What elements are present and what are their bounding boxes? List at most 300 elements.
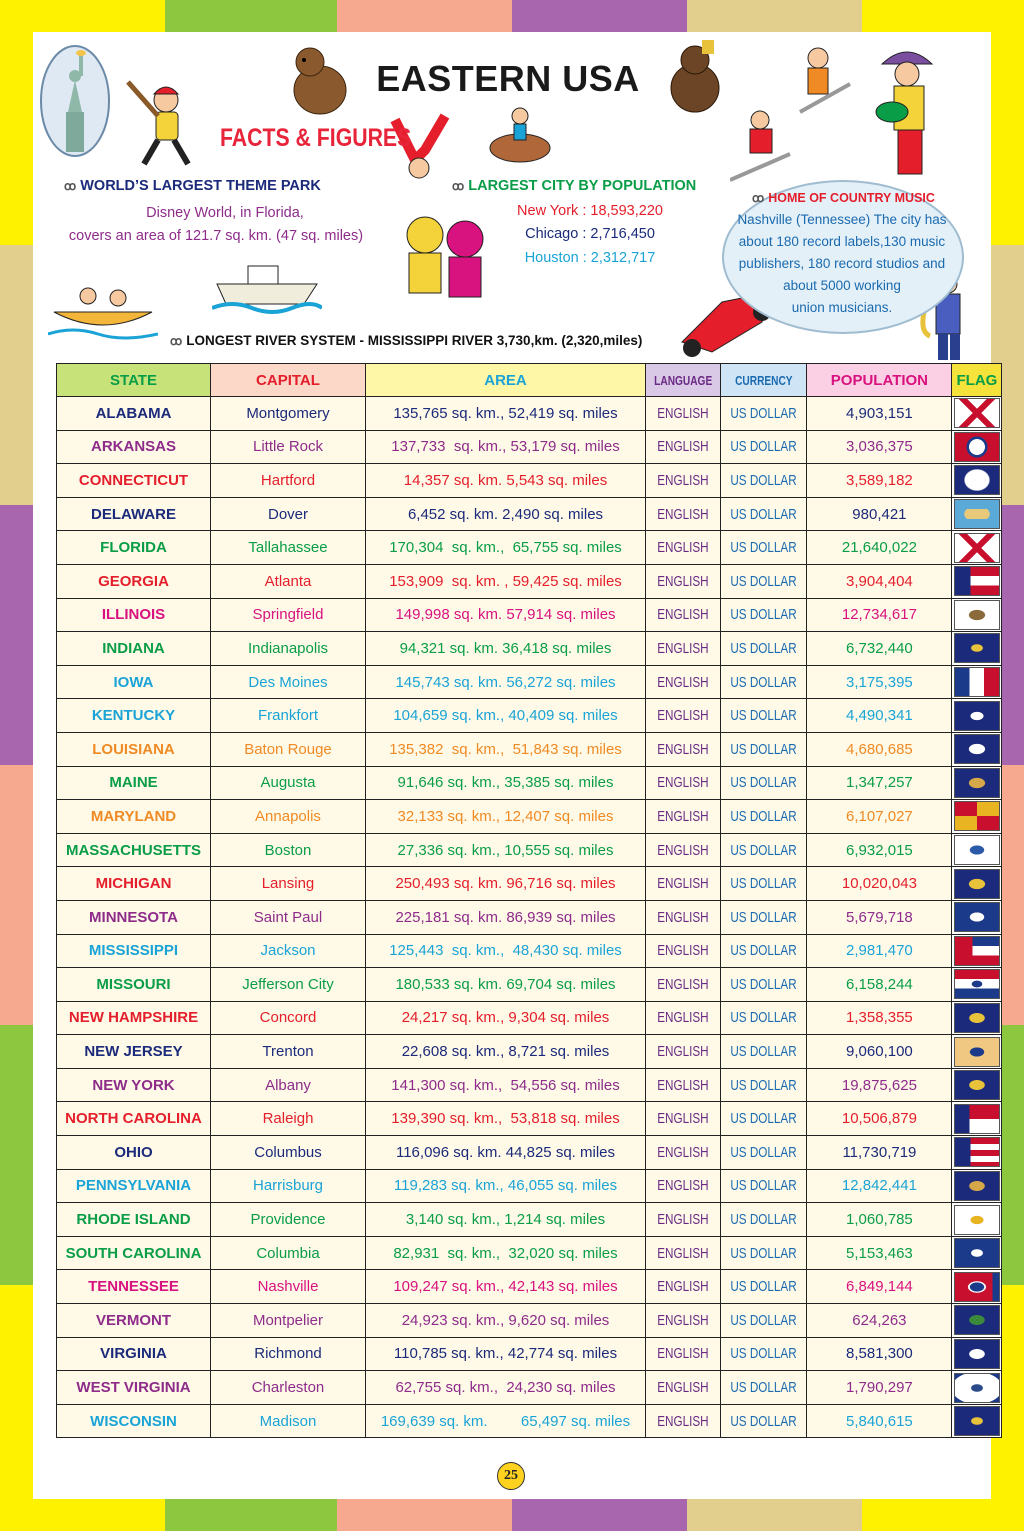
theme-park-line: Disney World, in Florida, [146,205,304,221]
state-name: ARKANSAS [57,430,211,464]
area-value: 6,452 sq. km. 2,490 sq. miles [366,497,646,531]
state-name: NEW YORK [57,1068,211,1102]
table-row [57,1203,1002,1237]
flag-cell [952,934,1002,968]
country-music-heading [752,191,935,205]
state-name: IOWA [57,665,211,699]
area-value: 110,785 sq. km., 42,774 sq. miles [366,1337,646,1371]
area-value: 170,304 sq. km., 65,755 sq. miles [366,531,646,565]
table-row [57,1035,1002,1069]
language-value: ENGLISH [657,1177,709,1195]
flag-cell [952,1001,1002,1035]
alabama-flag-icon [954,398,1000,428]
table-row [57,732,1002,766]
state-name: VERMONT [57,1304,211,1338]
population-value: 12,734,617 [807,598,952,632]
population-value: 4,903,151 [807,397,952,431]
state-name: WISCONSIN [57,1404,211,1438]
population-value: 6,732,440 [807,632,952,666]
arkansas-flag-icon [954,432,1000,462]
population-value: 10,020,043 [807,867,952,901]
currency-value: US DOLLAR [730,1244,798,1262]
population-value: 624,263 [807,1304,952,1338]
illinois-flag-icon [954,600,1000,630]
language-cell [646,397,721,431]
virginia-flag-icon [954,1339,1000,1369]
population-value: 6,849,144 [807,1270,952,1304]
currency-value: US DOLLAR [730,639,798,657]
bullet-icon: ꝏ [64,179,77,193]
area-value: 27,336 sq. km., 10,555 sq. miles [366,833,646,867]
language-value: ENGLISH [657,1345,709,1363]
minnesota-flag-icon [954,902,1000,932]
kentucky-flag-icon [954,701,1000,731]
state-name: NEW HAMPSHIRE [57,1001,211,1035]
currency-value: US DOLLAR [730,707,798,725]
baseball-player-icon [108,72,208,172]
language-value: ENGLISH [657,740,709,758]
theme-park-heading [64,178,321,194]
table-row [57,564,1002,598]
population-value: 12,842,441 [807,1169,952,1203]
table-row [57,934,1002,968]
population-value: 5,679,718 [807,900,952,934]
capital-name: Raleigh [211,1102,366,1136]
city-population: Chicago : 2,716,450 [525,226,655,242]
new-york-flag-icon [954,1070,1000,1100]
population-value: 1,790,297 [807,1371,952,1405]
table-row [57,1337,1002,1371]
capital-name: Augusta [211,766,366,800]
capital-name: Columbia [211,1236,366,1270]
flag-cell [952,900,1002,934]
language-cell [646,833,721,867]
population-value: 4,680,685 [807,732,952,766]
population-value: 6,158,244 [807,968,952,1002]
currency-value: US DOLLAR [730,1076,798,1094]
area-value: 145,743 sq. km. 56,272 sq. miles [366,665,646,699]
area-value: 14,357 sq. km. 5,543 sq. miles [366,464,646,498]
language-cell [646,968,721,1002]
population-value: 4,490,341 [807,699,952,733]
state-name: PENNSYLVANIA [57,1169,211,1203]
header-currency [721,364,807,397]
river-fact [170,333,642,348]
population-value: 980,421 [807,497,952,531]
city-population: Houston : 2,312,717 [524,250,656,266]
state-name: MASSACHUSETTS [57,833,211,867]
area-value: 169,639 sq. km. 65,497 sq. miles [366,1404,646,1438]
west-virginia-flag-icon [954,1373,1000,1403]
currency-value: US DOLLAR [730,673,798,691]
state-name: NORTH CAROLINA [57,1102,211,1136]
flag-cell [952,598,1002,632]
language-value: ENGLISH [657,673,709,691]
language-cell [646,1404,721,1438]
tennessee-flag-icon [954,1272,1000,1302]
language-value: ENGLISH [657,1244,709,1262]
currency-value: US DOLLAR [730,438,798,456]
state-name: MARYLAND [57,800,211,834]
flag-cell [952,464,1002,498]
flag-cell [952,1068,1002,1102]
language-cell [646,900,721,934]
language-value: ENGLISH [657,1009,709,1027]
currency-value: US DOLLAR [730,1043,798,1061]
capital-name: Indianapolis [211,632,366,666]
currency-value: US DOLLAR [730,1110,798,1128]
language-value: ENGLISH [657,707,709,725]
language-value: ENGLISH [657,639,709,657]
population-value: 19,875,625 [807,1068,952,1102]
currency-cell [721,1304,807,1338]
language-value: ENGLISH [657,942,709,960]
indiana-flag-icon [954,633,1000,663]
area-value: 125,443 sq. km., 48,430 sq. miles [366,934,646,968]
flag-cell [952,1337,1002,1371]
capital-name: Little Rock [211,430,366,464]
table-row [57,497,1002,531]
capital-name: Albany [211,1068,366,1102]
country-music-line: Nashville (Tennessee) The city has [737,212,947,227]
table-row [57,1102,1002,1136]
currency-value: US DOLLAR [730,471,798,489]
area-value: 225,181 sq. km. 86,939 sq. miles [366,900,646,934]
language-value: ENGLISH [657,841,709,859]
flag-cell [952,665,1002,699]
population-value: 2,981,470 [807,934,952,968]
state-name: NEW JERSEY [57,1035,211,1069]
population-value: 3,589,182 [807,464,952,498]
football-players-icon [385,205,505,315]
capital-name: Springfield [211,598,366,632]
area-value: 104,659 sq. km., 40,409 sq. miles [366,699,646,733]
flag-cell [952,766,1002,800]
capital-name: Des Moines [211,665,366,699]
currency-value: US DOLLAR [730,1009,798,1027]
capital-name: Jefferson City [211,968,366,1002]
state-name: MINNESOTA [57,900,211,934]
largest-city-heading [452,178,696,194]
population-value: 9,060,100 [807,1035,952,1069]
language-value: ENGLISH [657,975,709,993]
currency-value: US DOLLAR [730,1311,798,1329]
population-value: 1,358,355 [807,1001,952,1035]
currency-value: US DOLLAR [730,1211,798,1229]
area-value: 109,247 sq. km., 42,143 sq. miles [366,1270,646,1304]
capital-name: Nashville [211,1270,366,1304]
currency-cell [721,732,807,766]
flag-cell [952,1270,1002,1304]
language-value: ENGLISH [657,875,709,893]
language-cell [646,497,721,531]
flag-cell [952,531,1002,565]
capital-name: Atlanta [211,564,366,598]
population-value: 10,506,879 [807,1102,952,1136]
population-value: 21,640,022 [807,531,952,565]
page-number: 25 [497,1462,525,1490]
flag-cell [952,1169,1002,1203]
language-cell [646,1035,721,1069]
language-cell [646,1203,721,1237]
currency-value: US DOLLAR [730,1177,798,1195]
largest-city-heading-text: LARGEST CITY BY POPULATION [468,178,697,194]
flag-cell [952,968,1002,1002]
population-value: 1,060,785 [807,1203,952,1237]
state-name: OHIO [57,1136,211,1170]
capital-name: Tallahassee [211,531,366,565]
area-value: 137,733 sq. km., 53,179 sq. miles [366,430,646,464]
language-value: ENGLISH [657,1043,709,1061]
state-name: MAINE [57,766,211,800]
area-value: 24,217 sq. km., 9,304 sq. miles [366,1001,646,1035]
currency-cell [721,1371,807,1405]
table-row [57,1304,1002,1338]
maine-flag-icon [954,768,1000,798]
capital-name: Saint Paul [211,900,366,934]
state-name: LOUISIANA [57,732,211,766]
table-row [57,1169,1002,1203]
country-music-line: publishers, 180 record studios and [738,256,946,271]
currency-value: US DOLLAR [730,942,798,960]
language-cell [646,598,721,632]
currency-value: US DOLLAR [730,975,798,993]
capital-name: Lansing [211,867,366,901]
language-cell [646,464,721,498]
header-area: AREA [366,364,646,397]
iowa-flag-icon [954,667,1000,697]
language-cell [646,732,721,766]
capital-name: Richmond [211,1337,366,1371]
capital-name: Charleston [211,1371,366,1405]
flag-cell [952,397,1002,431]
currency-cell [721,699,807,733]
north-carolina-flag-icon [954,1104,1000,1134]
state-name: ALABAMA [57,397,211,431]
language-cell [646,1304,721,1338]
guitarist-icon [862,40,972,178]
flag-cell [952,867,1002,901]
language-cell [646,430,721,464]
wisconsin-flag-icon [954,1406,1000,1436]
language-cell [646,1102,721,1136]
state-name: DELAWARE [57,497,211,531]
currency-cell [721,464,807,498]
area-value: 180,533 sq. km. 69,704 sq. miles [366,968,646,1002]
currency-cell [721,1270,807,1304]
table-row [57,900,1002,934]
currency-cell [721,1001,807,1035]
capital-name: Concord [211,1001,366,1035]
language-value: ENGLISH [657,908,709,926]
bullet-icon: ꝏ [752,191,765,205]
currency-value: US DOLLAR [730,539,798,557]
table-header-row [57,364,1002,397]
population-value: 6,932,015 [807,833,952,867]
currency-cell [721,800,807,834]
language-cell [646,564,721,598]
capital-name: Montpelier [211,1304,366,1338]
currency-value: US DOLLAR [730,807,798,825]
capital-name: Dover [211,497,366,531]
state-name: RHODE ISLAND [57,1203,211,1237]
area-value: 250,493 sq. km. 96,716 sq. miles [366,867,646,901]
louisiana-flag-icon [954,734,1000,764]
language-cell [646,1068,721,1102]
table-row [57,800,1002,834]
state-name: SOUTH CAROLINA [57,1236,211,1270]
header-capital: CAPITAL [211,364,366,397]
header-language [646,364,721,397]
table-row [57,598,1002,632]
currency-cell [721,1169,807,1203]
language-cell [646,934,721,968]
theme-park-heading-text: WORLD’S LARGEST THEME PARK [80,178,321,194]
delaware-flag-icon [954,499,1000,529]
table-row [57,1068,1002,1102]
flag-cell [952,800,1002,834]
flag-cell [952,833,1002,867]
currency-cell [721,833,807,867]
flag-cell [952,1203,1002,1237]
language-cell [646,632,721,666]
area-value: 62,755 sq. km., 24,230 sq. miles [366,1371,646,1405]
flag-cell [952,632,1002,666]
flag-cell [952,430,1002,464]
flag-cell [952,1304,1002,1338]
mississippi-flag-icon [954,936,1000,966]
population-value: 5,153,463 [807,1236,952,1270]
table-row [57,632,1002,666]
table-row [57,1001,1002,1035]
currency-cell [721,1035,807,1069]
header-population: POPULATION [807,364,952,397]
currency-cell [721,564,807,598]
state-name: GEORGIA [57,564,211,598]
currency-cell [721,430,807,464]
area-value: 119,283 sq. km., 46,055 sq. miles [366,1169,646,1203]
currency-cell [721,934,807,968]
area-value: 82,931 sq. km., 32,020 sq. miles [366,1236,646,1270]
pennsylvania-flag-icon [954,1171,1000,1201]
vermont-flag-icon [954,1305,1000,1335]
currency-value: US DOLLAR [730,505,798,523]
flag-cell [952,1371,1002,1405]
language-value: ENGLISH [657,1143,709,1161]
currency-cell [721,1136,807,1170]
currency-value: US DOLLAR [730,572,798,590]
flag-cell [952,732,1002,766]
capital-name: Boston [211,833,366,867]
georgia-flag-icon [954,566,1000,596]
language-cell [646,1136,721,1170]
connecticut-flag-icon [954,465,1000,495]
currency-cell [721,497,807,531]
country-music-line: union musicians. [791,300,893,315]
area-value: 135,382 sq. km., 51,843 sq. miles [366,732,646,766]
language-cell [646,1001,721,1035]
flag-cell [952,1404,1002,1438]
table-row [57,464,1002,498]
language-value: ENGLISH [657,404,709,422]
state-name: MICHIGAN [57,867,211,901]
flag-cell [952,1236,1002,1270]
language-cell [646,867,721,901]
bullet-icon: ꝏ [170,334,183,348]
currency-cell [721,632,807,666]
ohio-flag-icon [954,1137,1000,1167]
state-name: MISSOURI [57,968,211,1002]
area-value: 22,608 sq. km., 8,721 sq. miles [366,1035,646,1069]
currency-value: US DOLLAR [730,1412,798,1430]
language-value: ENGLISH [657,1211,709,1229]
massachusetts-flag-icon [954,835,1000,865]
skier-icon [730,42,860,182]
capital-name: Columbus [211,1136,366,1170]
page-title: EASTERN USA [376,58,640,99]
language-value: ENGLISH [657,606,709,624]
currency-value: US DOLLAR [730,908,798,926]
language-cell [646,531,721,565]
language-value: ENGLISH [657,539,709,557]
capital-name: Hartford [211,464,366,498]
flag-cell [952,564,1002,598]
table-row [57,1136,1002,1170]
population-value: 11,730,719 [807,1136,952,1170]
currency-value: US DOLLAR [730,606,798,624]
river-fact-text: LONGEST RIVER SYSTEM - MISSISSIPPI RIVER 3,730,km. (2,320,miles) [186,333,643,348]
currency-cell [721,968,807,1002]
table-row [57,1404,1002,1438]
currency-value: US DOLLAR [730,1278,798,1296]
area-value: 149,998 sq. km. 57,914 sq. miles [366,598,646,632]
state-name: FLORIDA [57,531,211,565]
currency-cell [721,867,807,901]
florida-flag-icon [954,533,1000,563]
language-value: ENGLISH [657,1076,709,1094]
currency-cell [721,397,807,431]
rhode-island-flag-icon [954,1205,1000,1235]
bullet-icon: ꝏ [452,179,465,193]
language-value: ENGLISH [657,1412,709,1430]
canoe-icon [48,278,158,340]
state-name: CONNECTICUT [57,464,211,498]
table-row [57,1371,1002,1405]
new-hampshire-flag-icon [954,1003,1000,1033]
language-value: ENGLISH [657,1110,709,1128]
population-value: 6,107,027 [807,800,952,834]
language-value: ENGLISH [657,807,709,825]
language-value: ENGLISH [657,438,709,456]
currency-cell [721,900,807,934]
currency-cell [721,531,807,565]
language-value: ENGLISH [657,572,709,590]
area-value: 116,096 sq. km. 44,825 sq. miles [366,1136,646,1170]
language-cell [646,1169,721,1203]
state-name: ILLINOIS [57,598,211,632]
population-value: 3,036,375 [807,430,952,464]
currency-cell [721,1337,807,1371]
table-row [57,665,1002,699]
area-value: 153,909 sq. km. , 59,425 sq. miles [366,564,646,598]
currency-cell [721,665,807,699]
area-value: 32,133 sq. km., 12,407 sq. miles [366,800,646,834]
capital-name: Frankfort [211,699,366,733]
states-table [56,363,1002,1438]
area-value: 141,300 sq. km., 54,556 sq. miles [366,1068,646,1102]
currency-cell [721,598,807,632]
table-row [57,699,1002,733]
